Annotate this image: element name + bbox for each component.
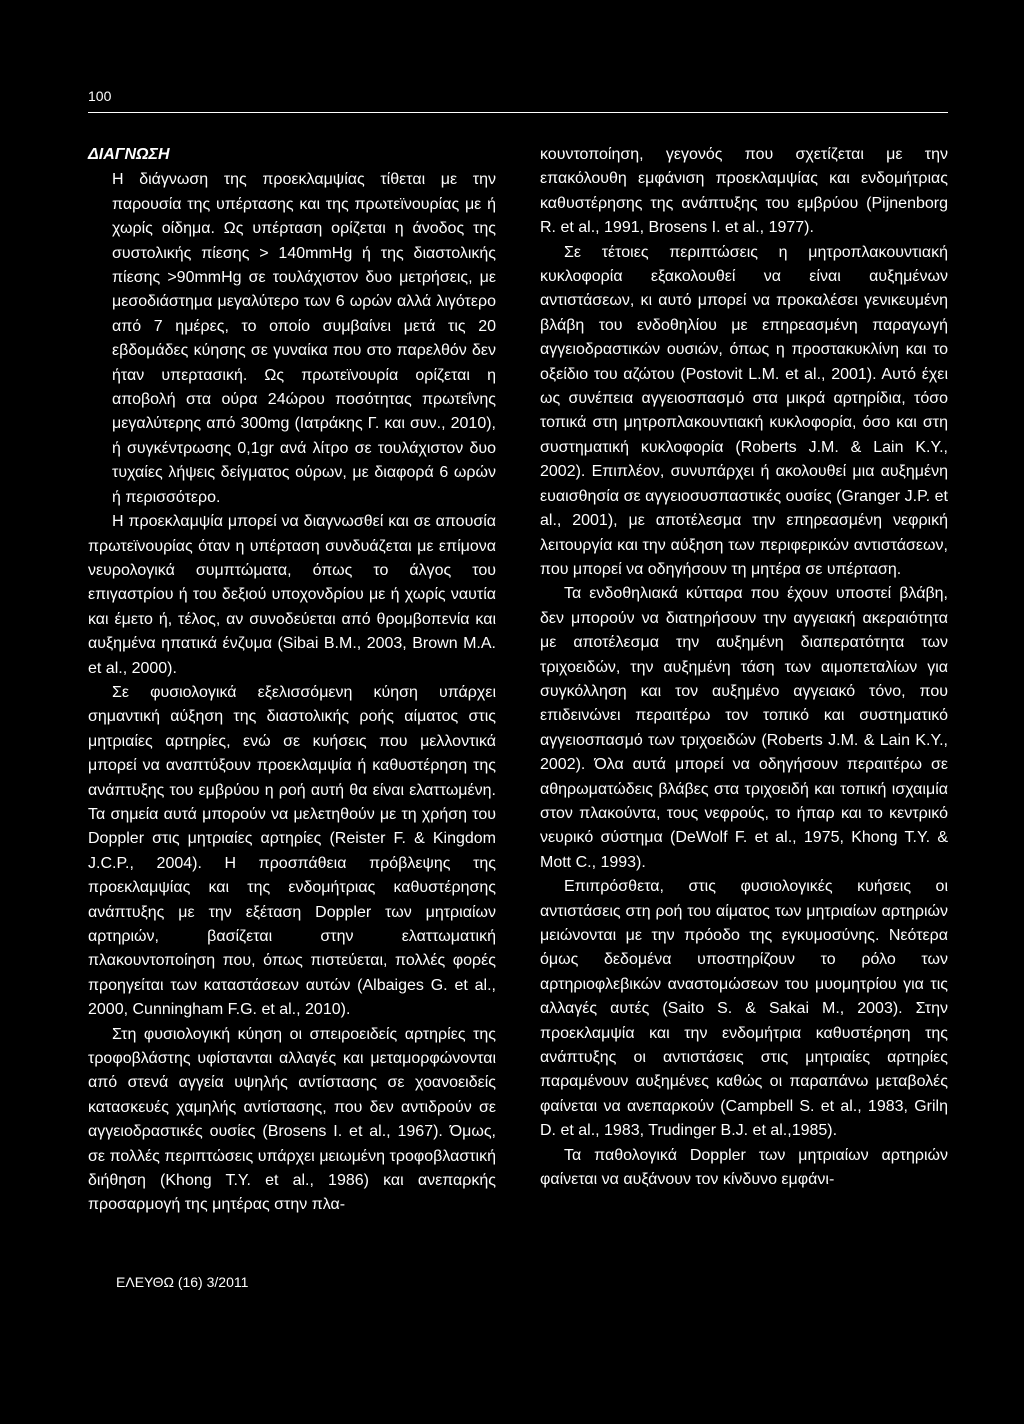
page-number: 100 bbox=[88, 88, 112, 104]
paragraph-placentation-continued: κουντοποίηση, γεγονός που σχετίζεται με την επακόλουθη εμφάνιση προεκλαμψίας και ενδομήτριας καθυστέρησης της ανάπτυξης του εμβρύου (Pijnenborg R. et al., 1991, Brosens I. et al., 1977). bbox=[540, 146, 948, 237]
left-column bbox=[88, 143, 496, 1218]
journal-footer: ΕΛΕΥΘΩ (16) 3/2011 bbox=[116, 1274, 249, 1290]
header-rule bbox=[88, 112, 948, 113]
paragraph-uterine-resistance: Επιπρόσθετα, στις φυσιολογικές κυήσεις οι αντιστάσεις στη ροή του αίματος των μητριαίων αρτηριών μειώνονται με την πρόοδο της εγκυμοσύνης. Νεότερα όμως δεδομένα υποστηρίζουν το ρόλο των αρτηριοφλεβικών αναστομώσεων του μυομητρίου για τις αλλαγές αυτές (Saito S. & Sakai M., 2003). Στην προεκλαμψία και την ενδομήτρια καθυστέρηση της ανάπτυξης οι αντιστάσεις στις μητριαίες αρτηρίες παραμένουν αυξημένες καθώς οι παραπάνω μεταβολές φαίνεται να ανεπαρκούν (Campbell S. et al., 1983, Grilη D. et al., 1983, Trudinger B.J. et al.,1985). bbox=[540, 878, 948, 1140]
paragraph-pathological-doppler: Τα παθολογικά Doppler των μητριαίων αρτηριών φαίνεται να αυξάνουν τον κίνδυνο εμφάνι- bbox=[540, 1146, 948, 1189]
paragraph-diagnosis-definition: Η διάγνωση της προεκλαμψίας τίθεται με την παρουσία της υπέρτασης και της πρωτεϊνουρίας με ή χωρίς οίδημα. Ως υπέρταση ορίζεται η άνοδος της συστολικής πίεσης > 140mmHg ή της διαστολικής πίεσης >90mmHg σε τουλάχιστον δυο μετρήσεις, με μεσοδιάστημα μεγαλύτερο των 6 ωρών αλλά λιγότερο από 7 ημέρες, το οποίο συμβαίνει μετά τις 20 εβδομάδες κύησης σε γυναίκα που στο παρελθόν δεν ήταν υπερτασική. Ως πρωτεϊνουρία ορίζεται η αποβολή στα ούρα 24ώρου ποσότητας πρωτεΐνης μεγαλύτερης από 300mg (Ιατράκης Γ. και συν., 2010), ή συγκέντρωσης 0,1gr ανά λίτρο σε τουλάχιστον δυο τυχαίες λήψεις δείγματος ούρων, με διαφορά 6 ωρών ή περισσότερο. bbox=[112, 171, 496, 506]
paragraph-endothelial-damage: Σε τέτοιες περιπτώσεις η μητροπλακουντιακή κυκλοφορία εξακολουθεί να είναι αυξημένων αντιστάσεων, κι αυτό μπορεί να προκαλέσει γενικευμένη βλάβη του ενδοθηλίου με επηρεασμένη παραγωγή αγγειοδραστικών ουσιών, όπως η προστακυκλίνη και το οξείδιο του αζώτου (Postovit L.M. et al., 2001). Αυτό έχει ως συνέπεια αγγειοσπασμό στα μικρά αρτηρίδια, τόσο τοπικά στη μητροπλακουντιακή κυκλοφορία, όσο και στη συστηματική κυκλοφορία (Roberts J.M. & Lain K.Y., 2002). Επιπλέον, συνυπάρχει ή ακολουθεί μια αυξημένη ευαισθησία σε αγγειοσυσπαστικές ουσίες (Granger J.P. et al., 2001), με αποτέλεσμα την επηρεασμένη νεφρική λειτουργία και την αύξηση των περιφερικών αντιστάσεων, που μπορεί να οδηγήσουν τη μητέρα σε υπέρταση. bbox=[540, 243, 948, 578]
paragraph-doppler-flow: Σε φυσιολογικά εξελισσόμενη κύηση υπάρχει σημαντική αύξηση της διαστολικής ροής αίματος στις μητριαίες αρτηρίες, ενώ σε κυήσεις που μελλοντικά μπορεί να αναπτύξουν προεκλαμψία ή καθυστέρηση της ανάπτυξης του εμβρύου η ροή αυτή θα είναι ελαττωμένη. Τα σημεία αυτά μπορούν να μελετηθούν με τη χρήση του Doppler στις μητριαίες αρτηρίες (Reister F. & Kingdom J.C.P., 2004). Η προσπάθεια πρόβλεψης της προεκλαμψίας και της ενδομήτριας καθυστέρησης ανάπτυξης με την εξέταση Doppler των μητριαίων αρτηριών, βασίζεται στην ελαττωματική πλακουντοποίηση που, όπως πιστεύεται, πολλές φορές προηγείται των καταστάσεων αυτών (Albaiges G. et al., 2000, Cunningham F.G. et al., 2010). bbox=[88, 683, 496, 1019]
paragraph-diagnosis-without-proteinuria: Η προεκλαμψία μπορεί να διαγνωσθεί και σε απουσία πρωτεϊνουρίας όταν η υπέρταση συνδυάζεται με επίμονα νευρολογικά συμπτώματα, όπως το άλγος του επιγαστρίου ή του δεξιού υποχονδρίου με ή χωρίς ναυτία και έμετο ή, τέλος, αν συνοδεύεται από θρομβοπενία και αυξημένα ηπατικά ένζυμα (Sibai B.M., 2003, Brown M.A. et al., 2000). bbox=[88, 513, 496, 677]
section-heading: ΔΙΑΓΝΩΣΗ bbox=[88, 146, 170, 163]
right-column bbox=[540, 143, 948, 1192]
paragraph-spiral-arteries: Στη φυσιολογική κύηση οι σπειροειδείς αρτηρίες της τροφοβλάστης υφίστανται αλλαγές και μεταμορφώνονται από στενά αγγεία υψηλής αντίστασης σε χοανοειδείς κατασκευές χαμηλής αντίστασης, που δεν αντιδρούν σε αγγειοδραστικές ουσίες (Brosens I. et al., 1967). Όμως, σε πολλές περιπτώσεις υπάρχει μειωμένη τροφοβλαστική διήθηση (Khong T.Y. et al., 1986) και ανεπαρκής προσαρμογή της μητέρας στην πλα- bbox=[88, 1025, 496, 1214]
paragraph-endothelial-cells: Τα ενδοθηλιακά κύτταρα που έχουν υποστεί βλάβη, δεν μπορούν να διατηρήσουν την αγγειακή ακεραιότητα με αποτέλεσμα την αυξημένη διαπερατότητα των τριχοειδών, την αυξημένη τάση των αιμοπεταλίων για συγκόλληση και τον αυξημένο αγγειακό τόνο, που επιδεινώνει περαιτέρω τον τοπικό και συστηματικό αγγειοσπασμό των τριχοειδών (Roberts J.M. & Lain K.Y., 2002). Όλα αυτά μπορεί να οδηγήσουν περαιτέρω σε αθηρωματώδεις βλάβες στα τριχοειδή και τοπική ισχαιμία στον πλακούντα, τους νεφρούς, το ήπαρ και το κεντρικό νευρικό σύστημα (DeWolf F. et al., 1975, Khong T.Y. & Mott C., 1993). bbox=[540, 585, 948, 871]
